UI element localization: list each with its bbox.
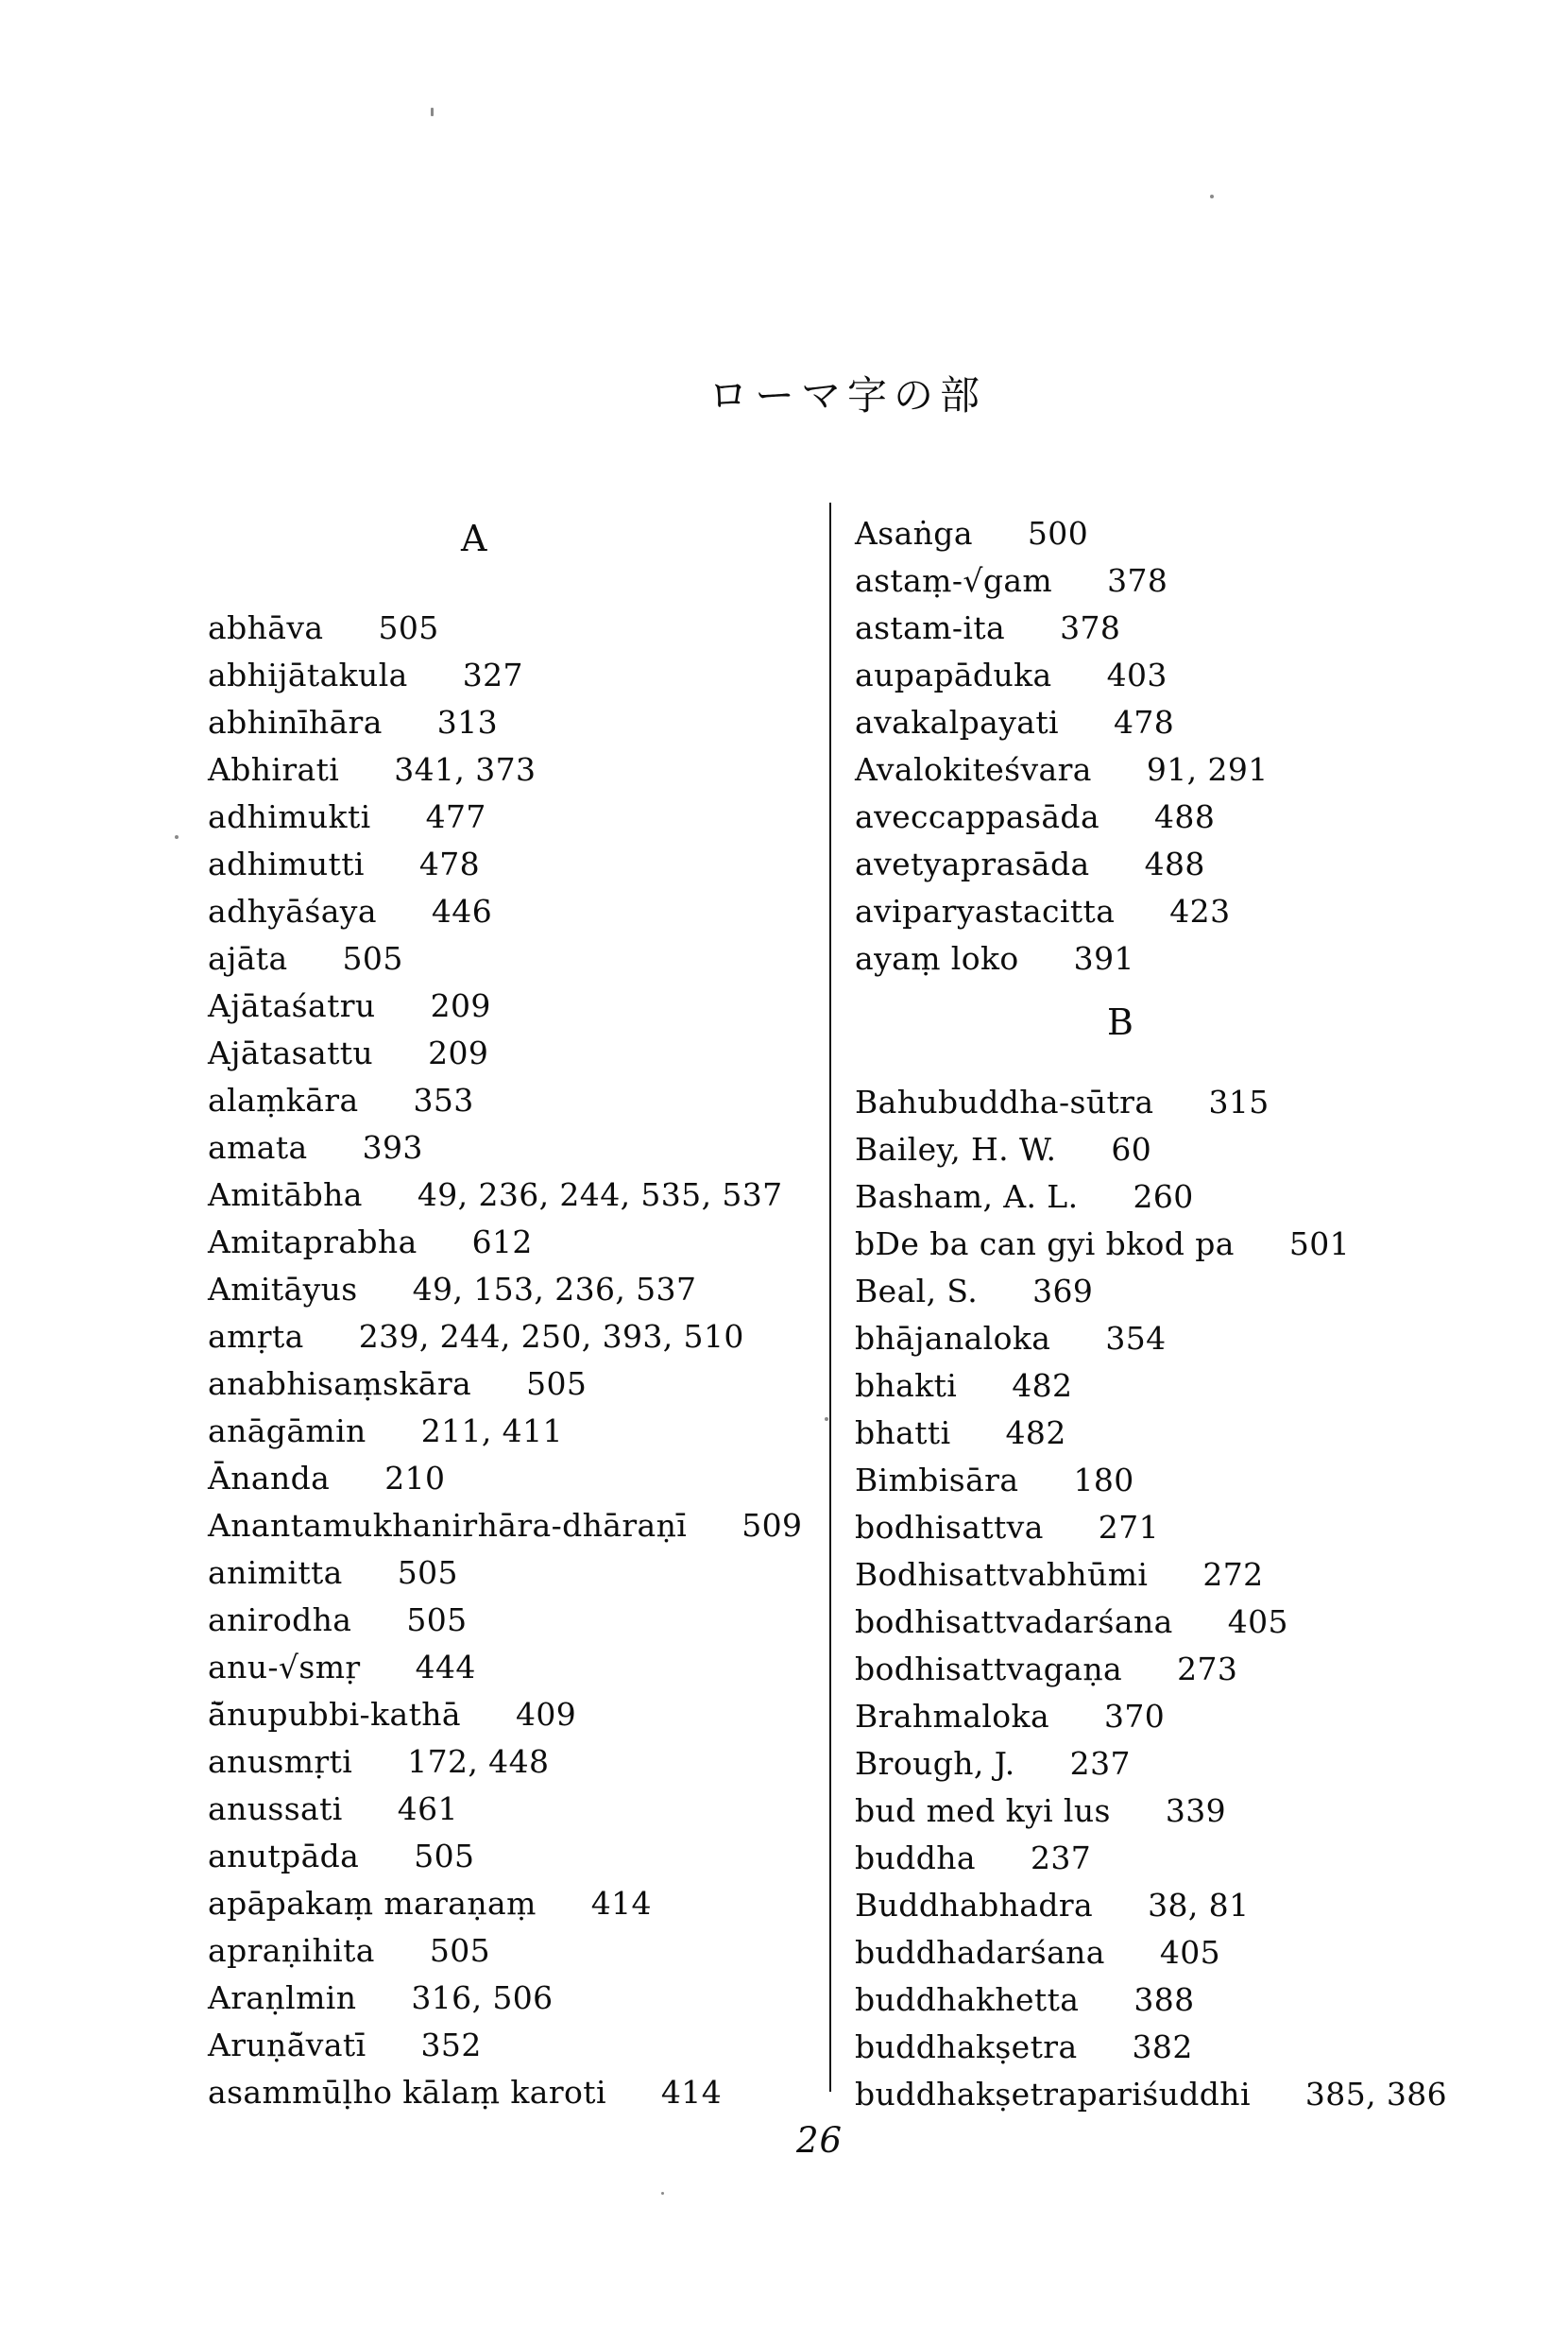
entry-page-numbers: 369 bbox=[1032, 1273, 1094, 1309]
entry-term: Araṇlmin bbox=[208, 1979, 357, 2016]
section-header-b: B bbox=[1107, 1001, 1133, 1043]
index-entry bbox=[855, 1599, 1535, 1646]
entry-page-numbers: 414 bbox=[660, 2074, 723, 2111]
section-header-a: A bbox=[461, 518, 487, 559]
entry-page-numbers: 444 bbox=[415, 1649, 476, 1685]
entry-term: bodhisattvadarśana bbox=[855, 1603, 1173, 1640]
entry-page-numbers: 237 bbox=[1030, 1839, 1092, 1876]
entry-page-numbers: 405 bbox=[1159, 1934, 1221, 1971]
index-entry bbox=[855, 699, 1535, 746]
index-entry bbox=[855, 1457, 1535, 1504]
entry-term: adhimukti bbox=[208, 798, 371, 835]
entry-term: bud med kyi lus bbox=[855, 1792, 1111, 1829]
entry-page-numbers: 488 bbox=[1154, 798, 1216, 835]
index-entry bbox=[208, 1786, 831, 1833]
index-entry bbox=[855, 1693, 1535, 1740]
entry-page-numbers: 316, 506 bbox=[411, 1979, 554, 2016]
index-entry bbox=[208, 1927, 831, 1975]
entry-term: amṛta bbox=[208, 1318, 304, 1355]
entry-term: anirodha bbox=[208, 1601, 352, 1638]
entry-page-numbers: 209 bbox=[430, 987, 491, 1024]
entry-page-numbers: 378 bbox=[1107, 562, 1168, 599]
index-entry bbox=[208, 983, 831, 1030]
entry-page-numbers: 378 bbox=[1060, 609, 1121, 646]
entry-term: buddhakhetta bbox=[855, 1981, 1080, 2018]
index-entry bbox=[208, 1455, 831, 1502]
entry-term: bDe ba can gyi bkod pa bbox=[855, 1225, 1235, 1262]
index-entry bbox=[855, 1315, 1535, 1362]
index-entry bbox=[208, 1597, 831, 1644]
entry-page-numbers: 313 bbox=[436, 704, 498, 741]
entry-page-numbers: 488 bbox=[1144, 846, 1205, 882]
entry-page-numbers: 315 bbox=[1208, 1084, 1270, 1121]
entry-page-numbers: 482 bbox=[1005, 1414, 1066, 1451]
index-entry bbox=[855, 1504, 1535, 1551]
index-column-right-section-a bbox=[855, 510, 1535, 983]
entry-term: Amitābha bbox=[208, 1176, 363, 1213]
entry-term: anussati bbox=[208, 1790, 343, 1827]
entry-page-numbers: 353 bbox=[413, 1082, 474, 1119]
entry-page-numbers: 393 bbox=[362, 1129, 423, 1166]
scan-speck bbox=[825, 1417, 828, 1421]
index-entry bbox=[208, 1880, 831, 1927]
entry-page-numbers: 273 bbox=[1177, 1651, 1238, 1687]
entry-page-numbers: 501 bbox=[1288, 1225, 1350, 1262]
index-entry bbox=[855, 1362, 1535, 1410]
entry-page-numbers: 339 bbox=[1165, 1792, 1227, 1829]
index-entry bbox=[208, 1077, 831, 1124]
entry-page-numbers: 382 bbox=[1132, 2028, 1193, 2065]
entry-term: Ānanda bbox=[208, 1460, 331, 1497]
entry-page-numbers: 49, 236, 244, 535, 537 bbox=[417, 1176, 783, 1213]
index-entry bbox=[855, 605, 1535, 652]
index-entry bbox=[855, 888, 1535, 935]
entry-page-numbers: 211, 411 bbox=[420, 1412, 563, 1449]
entry-page-numbers: 391 bbox=[1073, 940, 1134, 977]
scan-speck bbox=[175, 835, 179, 839]
entry-page-numbers: 478 bbox=[1113, 704, 1175, 741]
entry-page-numbers: 180 bbox=[1073, 1462, 1134, 1498]
index-entry bbox=[208, 888, 831, 935]
index-column-left bbox=[208, 605, 831, 2116]
index-entry bbox=[208, 652, 831, 699]
index-entry bbox=[208, 699, 831, 746]
entry-term: aviparyastacitta bbox=[855, 893, 1116, 930]
index-entry bbox=[855, 794, 1535, 841]
entry-term: Bahubuddha-sūtra bbox=[855, 1084, 1154, 1121]
entry-page-numbers: 482 bbox=[1012, 1367, 1073, 1404]
entry-term: abhāva bbox=[208, 609, 324, 646]
index-entry bbox=[208, 841, 831, 888]
index-entry bbox=[855, 1929, 1535, 1976]
entry-page-numbers: 370 bbox=[1104, 1698, 1166, 1735]
index-entry bbox=[855, 1788, 1535, 1835]
entry-term: bhatti bbox=[855, 1414, 951, 1451]
index-entry bbox=[855, 2024, 1535, 2071]
index-entry bbox=[855, 2071, 1535, 2118]
entry-term: apāpakaṃ maraṇaṃ bbox=[208, 1885, 537, 1922]
index-entry bbox=[855, 1976, 1535, 2024]
entry-term: Aruṇā̆vatī bbox=[208, 2027, 366, 2063]
entry-term: alaṃkāra bbox=[208, 1082, 359, 1119]
entry-term: amata bbox=[208, 1129, 308, 1166]
entry-term: bhakti bbox=[855, 1367, 958, 1404]
entry-term: Ajātaśatru bbox=[208, 987, 376, 1024]
entry-page-numbers: 172, 448 bbox=[407, 1743, 550, 1780]
entry-page-numbers: 385, 386 bbox=[1304, 2076, 1448, 2113]
page-number: 26 bbox=[796, 2120, 844, 2161]
entry-page-numbers: 354 bbox=[1105, 1320, 1167, 1357]
entry-term: Ajātasattu bbox=[208, 1035, 374, 1071]
entry-term: Avalokiteśvara bbox=[855, 751, 1092, 788]
index-entry bbox=[855, 1079, 1535, 1126]
entry-term: avetyaprasāda bbox=[855, 846, 1090, 882]
entry-page-numbers: 405 bbox=[1227, 1603, 1288, 1640]
entry-page-numbers: 505 bbox=[429, 1932, 490, 1969]
entry-term: astaṃ-√gam bbox=[855, 562, 1053, 599]
entry-page-numbers: 341, 373 bbox=[394, 751, 537, 788]
entry-term: abhinīhāra bbox=[208, 704, 383, 741]
entry-term: Basham, A. L. bbox=[855, 1178, 1079, 1215]
entry-page-numbers: 38, 81 bbox=[1148, 1887, 1250, 1924]
entry-term: Bodhisattvabhūmi bbox=[855, 1556, 1149, 1593]
entry-term: buddhakṣetrapariśuddhi bbox=[855, 2076, 1251, 2113]
entry-term: aupapāduka bbox=[855, 657, 1052, 693]
entry-page-numbers: 210 bbox=[384, 1460, 446, 1497]
entry-page-numbers: 505 bbox=[406, 1601, 468, 1638]
entry-page-numbers: 239, 244, 250, 393, 510 bbox=[358, 1318, 744, 1355]
index-entry bbox=[855, 557, 1535, 605]
index-column-right-section-b bbox=[855, 1079, 1535, 2118]
entry-term: asammūḷho kālaṃ karoti bbox=[208, 2074, 606, 2111]
index-entry bbox=[855, 652, 1535, 699]
index-entry bbox=[855, 1126, 1535, 1173]
index-entry bbox=[855, 841, 1535, 888]
index-entry bbox=[208, 1313, 831, 1360]
entry-term: Beal, S. bbox=[855, 1273, 979, 1309]
entry-page-numbers: 446 bbox=[431, 893, 493, 930]
entry-page-numbers: 612 bbox=[471, 1223, 533, 1260]
entry-page-numbers: 49, 153, 236, 537 bbox=[412, 1271, 697, 1308]
index-entry bbox=[208, 935, 831, 983]
index-entry bbox=[208, 1219, 831, 1266]
index-entry bbox=[855, 1410, 1535, 1457]
entry-term: adhyāśaya bbox=[208, 893, 377, 930]
entry-term: ā̆nupubbi-kathā bbox=[208, 1696, 461, 1733]
index-entry bbox=[208, 1360, 831, 1408]
entry-page-numbers: 505 bbox=[397, 1554, 458, 1591]
entry-page-numbers: 272 bbox=[1202, 1556, 1264, 1593]
index-entry bbox=[208, 794, 831, 841]
entry-page-numbers: 403 bbox=[1106, 657, 1167, 693]
index-entry bbox=[208, 1549, 831, 1597]
entry-term: aveccappasāda bbox=[855, 798, 1100, 835]
index-entry bbox=[208, 1975, 831, 2022]
entry-term: ajāta bbox=[208, 940, 288, 977]
index-entry bbox=[208, 1833, 831, 1880]
entry-page-numbers: 505 bbox=[342, 940, 403, 977]
entry-page-numbers: 327 bbox=[462, 657, 523, 693]
index-entry bbox=[208, 1502, 831, 1549]
index-entry bbox=[208, 1644, 831, 1691]
entry-term: avakalpayati bbox=[855, 704, 1059, 741]
index-entry bbox=[855, 1835, 1535, 1882]
entry-page-numbers: 260 bbox=[1133, 1178, 1194, 1215]
index-entry bbox=[208, 2069, 831, 2116]
index-entry bbox=[208, 605, 831, 652]
entry-page-numbers: 237 bbox=[1069, 1745, 1131, 1782]
entry-term: ayaṃ loko bbox=[855, 940, 1019, 977]
index-entry bbox=[855, 1882, 1535, 1929]
entry-term: buddhadarśana bbox=[855, 1934, 1105, 1971]
index-entry bbox=[855, 1646, 1535, 1693]
entry-term: anāgāmin bbox=[208, 1412, 366, 1449]
index-entry bbox=[208, 1030, 831, 1077]
entry-term: animitta bbox=[208, 1554, 343, 1591]
entry-term: Buddhabhadra bbox=[855, 1887, 1094, 1924]
entry-term: anabhisaṃskāra bbox=[208, 1365, 472, 1402]
index-entry bbox=[208, 1691, 831, 1738]
entry-term: Amitaprabha bbox=[208, 1223, 418, 1260]
index-entry bbox=[855, 1268, 1535, 1315]
index-entry bbox=[208, 1266, 831, 1313]
index-entry bbox=[208, 746, 831, 794]
entry-term: buddhakṣetra bbox=[855, 2028, 1078, 2065]
entry-page-numbers: 271 bbox=[1098, 1509, 1159, 1546]
entry-term: anu-√smṛ bbox=[208, 1649, 361, 1685]
entry-page-numbers: 409 bbox=[515, 1696, 577, 1733]
index-entry bbox=[855, 510, 1535, 557]
entry-term: buddha bbox=[855, 1839, 976, 1876]
scan-speck bbox=[1210, 195, 1214, 198]
entry-page-numbers: 423 bbox=[1169, 893, 1231, 930]
entry-page-numbers: 505 bbox=[378, 609, 439, 646]
entry-term: bodhisattvagaṇa bbox=[855, 1651, 1123, 1687]
entry-page-numbers: 509 bbox=[741, 1507, 803, 1544]
index-entry bbox=[208, 1738, 831, 1786]
entry-term: Brahmaloka bbox=[855, 1698, 1050, 1735]
entry-term: bodhisattva bbox=[855, 1509, 1044, 1546]
page-title: ローマ字の部 bbox=[708, 372, 987, 419]
index-entry bbox=[208, 1408, 831, 1455]
index-entry bbox=[855, 1740, 1535, 1788]
entry-term: anusmṛti bbox=[208, 1743, 353, 1780]
index-entry bbox=[208, 2022, 831, 2069]
scan-speck bbox=[431, 108, 434, 116]
index-entry bbox=[855, 1551, 1535, 1599]
entry-term: Brough, J. bbox=[855, 1745, 1015, 1782]
entry-term: Amitāyus bbox=[208, 1271, 358, 1308]
entry-page-numbers: 388 bbox=[1133, 1981, 1195, 2018]
entry-page-numbers: 91, 291 bbox=[1146, 751, 1269, 788]
entry-page-numbers: 461 bbox=[397, 1790, 458, 1827]
entry-page-numbers: 60 bbox=[1111, 1131, 1152, 1168]
entry-term: Bimbisāra bbox=[855, 1462, 1019, 1498]
index-entry bbox=[208, 1172, 831, 1219]
entry-term: abhijātakula bbox=[208, 657, 408, 693]
entry-term: apraṇihita bbox=[208, 1932, 375, 1969]
entry-page-numbers: 414 bbox=[590, 1885, 652, 1922]
entry-term: Anantamukhanirhāra-dhāraṇī bbox=[208, 1507, 688, 1544]
index-entry bbox=[855, 746, 1535, 794]
index-entry bbox=[855, 1173, 1535, 1221]
column-divider-rule bbox=[829, 503, 831, 2092]
entry-term: Bailey, H. W. bbox=[855, 1131, 1057, 1168]
index-entry bbox=[855, 935, 1535, 983]
entry-term: bhājanaloka bbox=[855, 1320, 1051, 1357]
entry-page-numbers: 352 bbox=[420, 2027, 482, 2063]
scan-speck bbox=[661, 2192, 664, 2195]
entry-page-numbers: 505 bbox=[414, 1838, 475, 1874]
entry-term: Asaṅga bbox=[855, 515, 973, 552]
entry-term: anutpāda bbox=[208, 1838, 360, 1874]
index-entry bbox=[208, 1124, 831, 1172]
entry-page-numbers: 477 bbox=[425, 798, 486, 835]
entry-term: adhimutti bbox=[208, 846, 365, 882]
entry-page-numbers: 209 bbox=[428, 1035, 489, 1071]
entry-page-numbers: 505 bbox=[526, 1365, 588, 1402]
entry-term: Abhirati bbox=[208, 751, 340, 788]
entry-page-numbers: 500 bbox=[1027, 515, 1089, 552]
index-entry bbox=[855, 1221, 1535, 1268]
entry-term: astam-ita bbox=[855, 609, 1006, 646]
entry-page-numbers: 478 bbox=[418, 846, 481, 882]
